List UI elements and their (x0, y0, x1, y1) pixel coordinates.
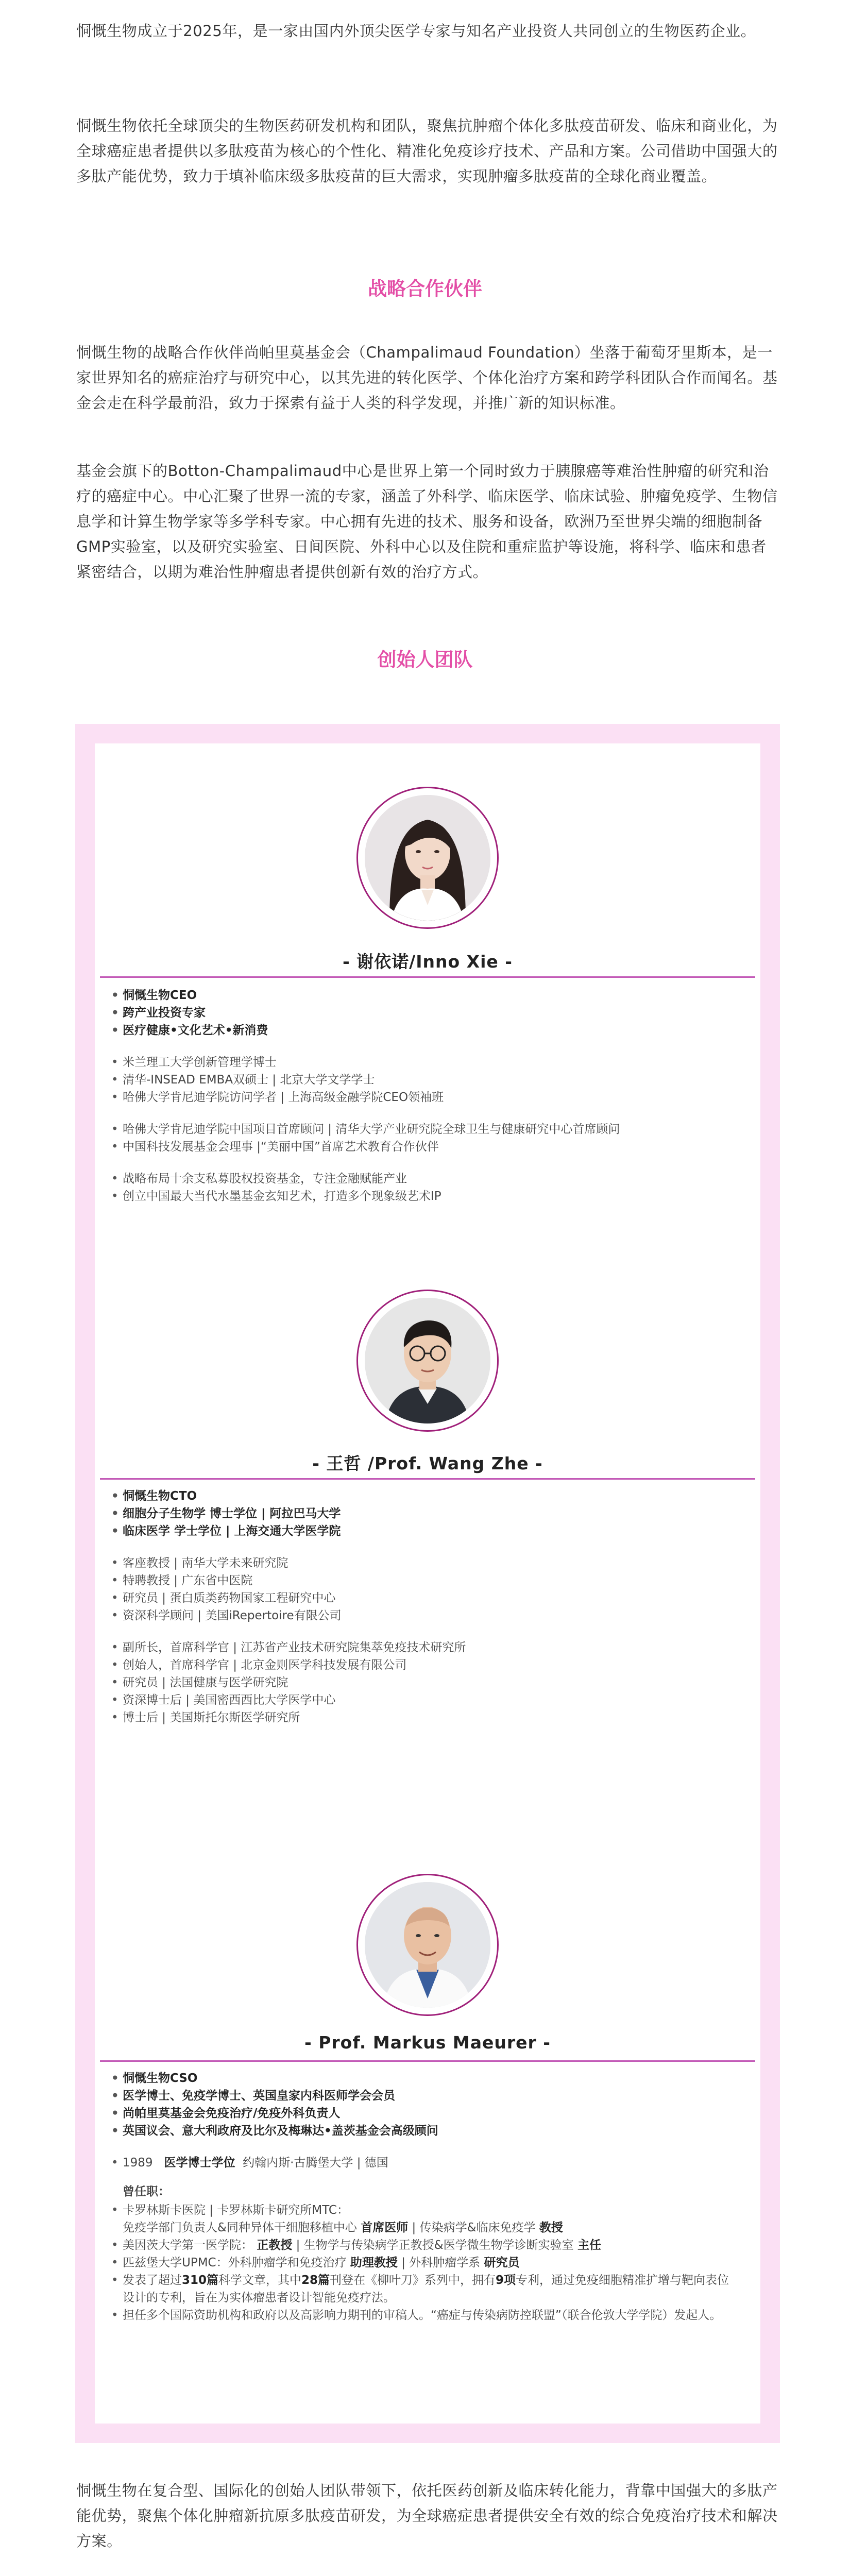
portrait-woman-icon (365, 795, 490, 921)
text: | 生物学与传染病学正教授&医学微生物学诊断实验室 (292, 2239, 577, 2252)
list-item: • 医学博士、免疫学博士、英国皇家内科医师学会会员 (111, 2087, 740, 2105)
education-school: 约翰内斯·古腾堡大学 | 德国 (243, 2156, 388, 2170)
former-positions (111, 2201, 740, 2324)
founder-details (111, 987, 740, 1205)
list-item: • 战略布局十余支私募股权投资基金，专注金融赋能产业 (111, 1170, 740, 1188)
list-item (111, 2254, 740, 2272)
founder-name: - 谢依诺/Inno Xie - (343, 952, 513, 972)
list-item: • 创始人，首席科学官 | 北京金则医学科技发展有限公司 (111, 1656, 740, 1674)
list-item: • 恫慨生物CSO (111, 2070, 740, 2087)
partners-heading: 战略合作伙伴 (368, 278, 482, 300)
intro-paragraph-2: 恫慨生物依托全球顶尖的生物医药研发机构和团队，聚焦抗肿瘤个体化多肽疫苗研发、临床和商业化，为全球癌症患者提供以多肽疫苗为核心的个性化、精准化免疫诊疗技术、产品和方案。公司借助中国强大的多肽产能优势，致力于填补临床级多肽疫苗的巨大需求，实现肿瘤多肽疫苗的全球化商业覆盖。 (76, 117, 778, 185)
founder-details (111, 1487, 740, 1726)
founder-details (111, 2070, 740, 2172)
list-item: • 恫慨生物CTO (111, 1487, 740, 1505)
founder-name: - Prof. Markus Maeurer - (304, 2032, 551, 2053)
list-item (111, 2154, 740, 2172)
text: 免疫学部门负责人&同种异体干细胞移植中心 (123, 2221, 357, 2234)
text: 卡罗林斯卡医院 | 卡罗林斯卡研究所MTC： (123, 2204, 349, 2217)
divider (100, 1478, 755, 1480)
list-item: • 跨产业投资专家 (111, 1004, 740, 1022)
education-degree: 医学博士学位 (164, 2156, 235, 2170)
list-item (111, 2201, 740, 2236)
list-item: • 米兰理工大学创新管理学博士 (111, 1054, 740, 1071)
text: 科学文章，其中 (218, 2274, 302, 2287)
intro-paragraph-1: 恫慨生物成立于2025年，是一家由国内外顶尖医学专家与知名产业投资人共同创立的生物医药企业。 (76, 22, 756, 40)
list-item: • 细胞分子生物学 博士学位 | 阿拉巴马大学 (111, 1505, 740, 1522)
list-item: • 恫慨生物CEO (111, 987, 740, 1004)
list-item: • 中国科技发展基金会理事 |“美丽中国”首席艺术教育合作伙伴 (111, 1138, 740, 1156)
list-item: • 担任多个国际资助机构和政府以及高影响力期刊的审稿人。“癌症与传染病防控联盟”（联合伦敦大学学院）发起人。 (111, 2307, 740, 2324)
list-item (111, 2236, 740, 2254)
list-item: • 英国议会、意大利政府及比尔及梅琳达•盖茨基金会高级顾问 (111, 2122, 740, 2140)
text: 美因茨大学第一医学院： (123, 2239, 253, 2252)
divider (100, 976, 755, 978)
role: 教授 (539, 2221, 563, 2234)
partners-paragraph-2: 基金会旗下的Botton-Champalimaud中心是世界上第一个同时致力于胰腺癌等难治性肿瘤的研究和治疗的癌症中心。中心汇聚了世界一流的专家，涵盖了外科学、临床医学、临床试验、肿瘤免疫学、生物信息学和计算生物学家等多学科专家。中心拥有先进的技术、服务和设备，欧洲乃至世界尖端的细胞制备GMP实验室，以及研究实验室、日间医院、外科中心以及住院和重症监护等设施，将科学、临床和患者紧密结合，以期为难治性肿瘤患者提供创新有效的治疗方式。 (76, 462, 778, 581)
divider (100, 2060, 755, 2062)
education-year: 1989 (123, 2156, 153, 2170)
list-item: • 博士后 | 美国斯托尔斯医学研究所 (111, 1709, 740, 1726)
founders-card (95, 743, 760, 2424)
founders-panel (75, 724, 780, 2443)
count: 28篇 (301, 2274, 330, 2287)
list-item: • 客座教授 | 南华大学未来研究院 (111, 1554, 740, 1572)
list-item: • 研究员 | 法国健康与医学研究院 (111, 1674, 740, 1691)
role: 首席医师 (361, 2221, 409, 2234)
text: | 传染病学&临床免疫学 (408, 2221, 539, 2234)
list-item: • 资深博士后 | 美国密西西比大学医学中心 (111, 1691, 740, 1709)
list-item: • 医疗健康•文化艺术•新消费 (111, 1022, 740, 1039)
list-item: • 特聘教授 | 广东省中医院 (111, 1572, 740, 1589)
list-item: • 临床医学 学士学位 | 上海交通大学医学院 (111, 1522, 740, 1540)
founder-name: - 王哲 /Prof. Wang Zhe - (312, 1453, 543, 1473)
count: 9项 (496, 2274, 516, 2287)
portrait-man-labcoat-icon (365, 1882, 490, 2008)
avatar (356, 787, 499, 929)
list-item: • 副所长，首席科学官 | 江苏省产业技术研究院集萃免疫技术研究所 (111, 1639, 740, 1656)
avatar (356, 1874, 499, 2016)
role: 主任 (577, 2239, 601, 2252)
text: 专利，通过免疫细胞精准扩增与靶向表位设计的专利，旨在为实体瘤患者设计智能免疫疗法。 (123, 2274, 729, 2304)
avatar (356, 1290, 499, 1432)
list-item: • 创立中国最大当代水墨基金玄知艺术，打造多个现象级艺术IP (111, 1188, 740, 1205)
role: 研究员 (484, 2256, 520, 2269)
outro-paragraph-1: 恫慨生物在复合型、国际化的创始人团队带领下，依托医药创新及临床转化能力，背靠中国强大的多肽产能优势，聚焦个体化肿瘤新抗原多肽疫苗研发，为全球癌症患者提供安全有效的综合免疫治疗技术和解决方案。 (76, 2482, 778, 2550)
partners-paragraph-1: 恫慨生物的战略合作伙伴尚帕里莫基金会（Champalimaud Foundation）坐落于葡萄牙里斯本，是一家世界知名的癌症治疗与研究中心，以其先进的转化医学、个体化治疗方案和跨学科团队合作而闻名。基金会走在科学最前沿，致力于探索有益于人类的科学发现，并推广新的知识标准。 (76, 344, 778, 412)
former-positions-label: 曾任职： (123, 2185, 170, 2198)
count: 310篇 (182, 2274, 219, 2287)
text: 匹兹堡大学UPMC：外科肿瘤学和免疫治疗 (123, 2256, 350, 2269)
founders-heading: 创始人团队 (377, 649, 473, 671)
list-item: • 尚帕里莫基金会免疫治疗/免疫外科负责人 (111, 2105, 740, 2122)
list-item: • 资深科学顾问 | 美国iRepertoire有限公司 (111, 1607, 740, 1624)
portrait-man-glasses-icon (365, 1298, 490, 1423)
list-item: • 清华-INSEAD EMBA双硕士 | 北京大学文学学士 (111, 1071, 740, 1089)
list-item: • 哈佛大学肯尼迪学院访问学者 | 上海高级金融学院CEO领袖班 (111, 1089, 740, 1106)
list-item: • 研究员 | 蛋白质类药物国家工程研究中心 (111, 1589, 740, 1607)
text: | 外科肿瘤学系 (397, 2256, 484, 2269)
role: 正教授 (257, 2239, 293, 2252)
text: 发表了超过 (123, 2274, 182, 2287)
role: 助理教授 (350, 2256, 398, 2269)
text: 刊登在《柳叶刀》系列中，拥有 (330, 2274, 496, 2287)
list-item: • 哈佛大学肯尼迪学院中国项目首席顾问 | 清华大学产业研究院全球卫生与健康研究中心首席顾问 (111, 1121, 740, 1138)
list-item (111, 2272, 740, 2307)
